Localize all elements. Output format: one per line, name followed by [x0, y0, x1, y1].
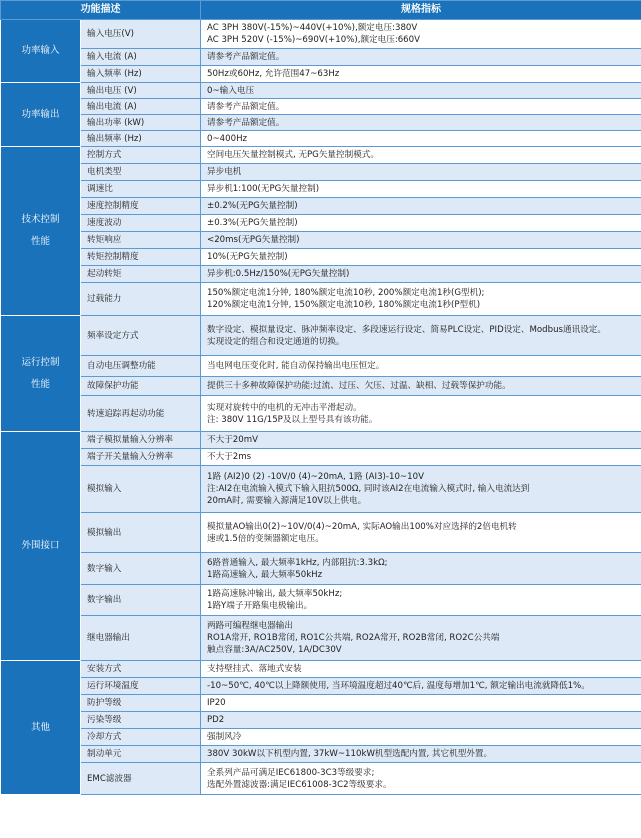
spec-line: 注: 380V 11G/15P及以上型号具有该功能。	[207, 414, 378, 425]
spec-cell	[201, 585, 641, 616]
param-cell: 输入频率 (Hz)	[81, 66, 201, 83]
spec-cell	[201, 316, 641, 356]
table-row	[1, 432, 641, 449]
table-row	[1, 661, 641, 678]
category-power-input: 功率输入	[1, 20, 81, 83]
param-cell: 数字输出	[81, 585, 201, 616]
param-cell: 模拟输出	[81, 513, 201, 553]
spec-cell	[201, 396, 641, 432]
param-cell: 调速比	[81, 181, 201, 198]
spec-cell: 空间电压矢量控制模式, 无PG矢量控制模式。	[201, 147, 641, 164]
spec-line: 6路普通输入, 最大频率1kHz, 内部阻抗:3.3kΩ;	[207, 557, 388, 568]
param-cell: 继电器输出	[81, 616, 201, 661]
param-cell: 安装方式	[81, 661, 201, 678]
spec-line: 模拟量AO输出0(2)~10V/0(4)~20mA, 实际AO输出100%对应选择的2倍电机转	[207, 521, 517, 532]
spec-line: 触点容量:3A/AC250V, 1A/DC30V	[207, 645, 342, 655]
spec-cell: 当电网电压变化时, 能自动保持输出电压恒定。	[201, 356, 641, 377]
spec-line: 全系列产品可满足IEC61800-3C3等级要求;	[207, 767, 375, 778]
table-row	[1, 553, 641, 585]
spec-cell: 0~400Hz	[201, 131, 641, 147]
table-row	[1, 20, 641, 49]
spec-cell: IP20	[201, 695, 641, 712]
spec-cell	[201, 20, 641, 49]
spec-line: 选配外置滤波器:满足IEC61008-3C2等级要求。	[207, 779, 392, 790]
spec-cell	[201, 763, 641, 795]
param-cell: EMC滤波器	[81, 763, 201, 795]
param-cell: 转矩响应	[81, 232, 201, 249]
spec-cell: 0~输入电压	[201, 83, 641, 99]
param-cell: 数字输入	[81, 553, 201, 585]
table-row	[1, 763, 641, 795]
spec-cell: 请参考产品额定值。	[201, 99, 641, 115]
table-row	[1, 49, 641, 66]
table-row	[1, 729, 641, 746]
spec-line: 1路Y端子开路集电极输出。	[207, 601, 313, 611]
param-cell: 速度波动	[81, 215, 201, 232]
header-spec: 规格指标	[201, 1, 641, 20]
param-cell: 模拟输入	[81, 466, 201, 513]
spec-cell: 异步机:0.5Hz/150%(无PG矢量控制)	[201, 266, 641, 283]
spec-line: RO1A常开, RO1B常闭, RO1C公共端, RO2A常开, RO2B常闭, RO2C公共端	[207, 633, 500, 643]
spec-cell	[201, 283, 641, 316]
table-row	[1, 198, 641, 215]
table-row	[1, 616, 641, 661]
table-row	[1, 746, 641, 763]
param-cell: 转速追踪再起动功能	[81, 396, 201, 432]
spec-line: 120%额定电流1分钟, 150%额定电流10秒, 180%额定电流1秒(P型机)	[207, 300, 481, 310]
table-row	[1, 316, 641, 356]
spec-cell: 380V 30kW以下机型内置, 37kW~110kW机型选配内置, 其它机型外置。	[201, 746, 641, 763]
category-label: 运行控制	[21, 356, 60, 368]
spec-cell: 10%(无PG矢量控制)	[201, 249, 641, 266]
category-label: 性能	[30, 236, 50, 247]
param-cell: 制动单元	[81, 746, 201, 763]
table-row	[1, 678, 641, 695]
category-run-control	[1, 316, 81, 432]
spec-line: AC 3PH 520V (-15%)~690V(+10%),额定电压:660V	[207, 35, 420, 45]
table-row	[1, 164, 641, 181]
param-cell: 输入电压(V)	[81, 20, 201, 49]
category-label: 技术控制	[21, 214, 60, 225]
category-peripheral: 外围接口	[1, 432, 81, 661]
spec-cell	[201, 513, 641, 553]
spec-cell: PD2	[201, 712, 641, 729]
spec-cell: 异步机1:100(无PG矢量控制)	[201, 181, 641, 198]
spec-line: 150%额定电流1分钟, 180%额定电流10秒, 200%额定电流1秒(G型机);	[207, 288, 485, 298]
spec-cell: ±0.3%(无PG矢量控制)	[201, 215, 641, 232]
table-row	[1, 695, 641, 712]
param-cell: 输出电压 (V)	[81, 83, 201, 99]
param-cell: 过载能力	[81, 283, 201, 316]
spec-line: 实现对旋转中的电机的无冲击平滑起动。	[207, 402, 362, 413]
category-other: 其他	[1, 661, 81, 795]
spec-line: AC 3PH 380V(-15%)~440V(+10%),额定电压:380V	[207, 23, 418, 33]
table-row	[1, 396, 641, 432]
spec-cell: 支持壁挂式、落地式安装	[201, 661, 641, 678]
table-row	[1, 466, 641, 513]
param-cell: 频率设定方式	[81, 316, 201, 356]
spec-line: 两路可编程继电器输出	[207, 621, 293, 631]
table-row	[1, 513, 641, 553]
spec-line: 注:AI2在电流输入模式下输入阻抗500Ω, 同时该AI2在电流输入模式时, 输入电流达到	[207, 484, 530, 494]
table-row	[1, 585, 641, 616]
category-power-output: 功率输出	[1, 83, 81, 147]
table-row	[1, 83, 641, 99]
category-label: 性能	[30, 378, 50, 390]
param-cell: 电机类型	[81, 164, 201, 181]
table-row	[1, 147, 641, 164]
spec-line: 1路高速输入, 最大频率50kHz	[207, 569, 323, 580]
table-row	[1, 232, 641, 249]
table-row	[1, 99, 641, 115]
param-cell: 故障保护功能	[81, 377, 201, 396]
spec-cell: ±0.2%(无PG矢量控制)	[201, 198, 641, 215]
table-row	[1, 449, 641, 466]
spec-cell: -10~50℃, 40℃以上降额使用, 当环境温度超过40℃后, 温度每增加1℃, 额定输出电流就降低1%。	[201, 678, 641, 695]
param-cell: 自动电压调整功能	[81, 356, 201, 377]
param-cell: 控制方式	[81, 147, 201, 164]
spec-cell: 请参考产品额定值。	[201, 49, 641, 66]
spec-cell: 请参考产品额定值。	[201, 115, 641, 131]
spec-cell	[201, 466, 641, 513]
category-tech-control	[1, 147, 81, 316]
param-cell: 输入电流 (A)	[81, 49, 201, 66]
spec-line: 速或1.5倍的变频器额定电压。	[207, 533, 324, 544]
spec-cell: <20ms(无PG矢量控制)	[201, 232, 641, 249]
spec-cell: 异步电机	[201, 164, 641, 181]
spec-cell: 强制风冷	[201, 729, 641, 746]
param-cell: 防护等级	[81, 695, 201, 712]
table-row	[1, 266, 641, 283]
spec-line: 20mA时, 需要输入源满足10V以上供电。	[207, 496, 367, 506]
param-cell: 污染等级	[81, 712, 201, 729]
table-row	[1, 215, 641, 232]
table-row	[1, 356, 641, 377]
table-row	[1, 249, 641, 266]
table-row	[1, 283, 641, 316]
spec-cell	[201, 553, 641, 585]
param-cell: 端子开关量输入分辨率	[81, 449, 201, 466]
header-row	[1, 1, 641, 20]
spec-line: 实现设定的组合和设定通道的切换。	[207, 336, 345, 347]
param-cell: 转矩控制精度	[81, 249, 201, 266]
table-row	[1, 712, 641, 729]
param-cell: 冷却方式	[81, 729, 201, 746]
spec-line: 1路高速脉冲输出, 最大频率50kHz;	[207, 589, 343, 599]
table-row	[1, 115, 641, 131]
param-cell: 输出频率 (Hz)	[81, 131, 201, 147]
param-cell: 起动转矩	[81, 266, 201, 283]
table-row	[1, 181, 641, 198]
spec-cell: 不大于2ms	[201, 449, 641, 466]
header-function: 功能描述	[1, 1, 201, 20]
param-cell: 输出电流 (A)	[81, 99, 201, 115]
spec-cell: 不大于20mV	[201, 432, 641, 449]
param-cell: 运行环境温度	[81, 678, 201, 695]
spec-line: 1路 (AI2)0 (2) -10V/0 (4)~20mA, 1路 (AI3)-10~10V	[207, 472, 424, 482]
spec-cell: 提供三十多种故障保护功能:过流、过压、欠压、过温、缺相、过载等保护功能。	[201, 377, 641, 396]
spec-cell	[201, 616, 641, 661]
table-row	[1, 131, 641, 147]
param-cell: 速度控制精度	[81, 198, 201, 215]
param-cell: 端子模拟量输入分辨率	[81, 432, 201, 449]
table-row	[1, 66, 641, 83]
spec-cell: 50Hz或60Hz, 允许范围47~63Hz	[201, 66, 641, 83]
spec-line: 数字设定、模拟量设定、脉冲频率设定、多段速运行设定、简易PLC设定、PID设定、Modbus通讯设定。	[207, 324, 606, 335]
table-row	[1, 377, 641, 396]
param-cell: 输出功率 (kW)	[81, 115, 201, 131]
